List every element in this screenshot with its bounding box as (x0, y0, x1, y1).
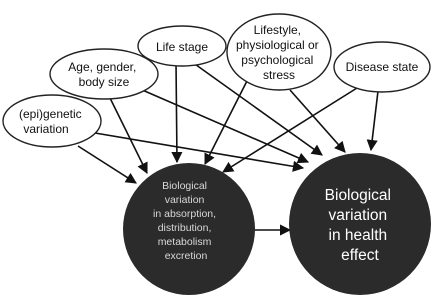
arrow-lifestage-to-biological (176, 62, 177, 162)
outcome-health-effect (289, 153, 431, 295)
factor-age (50, 49, 158, 99)
outcome-biological-line-6: excretion (164, 250, 208, 262)
outcome-health-line-3: in health (328, 227, 388, 244)
arrow-age-to-biological (110, 98, 147, 173)
factor-epigenetic-line-1: (epi)genetic (18, 107, 82, 121)
factor-disease-state (334, 42, 430, 92)
arrow-epigenetic-to-biological (78, 146, 136, 183)
factor-epigenetic (3, 95, 101, 147)
outcome-biological-line-5: metabolism (157, 236, 212, 248)
svg-text:Disease state (346, 60, 419, 74)
outcome-biological-line-4: distribution, (157, 222, 212, 234)
factor-age-line-2: body size (78, 75, 130, 89)
factor-life-stage-line-1: Life stage (155, 40, 209, 54)
arrow-lifestyle-to-health (290, 90, 345, 152)
outcome-health-line-4: effect (341, 247, 379, 264)
outcome-health-line-1: Biological (324, 187, 392, 204)
factor-lifestyle-line-1: Lifestyle, (253, 23, 302, 37)
arrow-epigenetic-to-health (95, 133, 303, 168)
factor-lifestyle-line-2: physiological or (235, 38, 319, 52)
factor-lifestyle-line-4: stress (262, 68, 296, 82)
factor-disease-state-line-1: Disease state (345, 60, 419, 74)
outcome-health-line-2: variation (328, 207, 388, 224)
outcome-biological-variation (123, 163, 255, 295)
factor-age-ellipse (50, 49, 158, 99)
svg-text:Age, gender, body size (68, 60, 139, 89)
factor-lifestyle (227, 14, 331, 90)
factor-lifestyle-line-3: psychological (241, 53, 314, 67)
outcome-biological-line-3: in absorption, (153, 208, 217, 220)
outcome-health-circle (289, 153, 431, 295)
factor-epigenetic-ellipse (3, 95, 101, 147)
outcome-biological-line-2: variation (164, 194, 205, 206)
factor-epigenetic-line-2: variation (23, 122, 69, 136)
factor-life-stage (138, 26, 226, 66)
factor-age-line-1: Age, gender, (68, 60, 137, 74)
arrow-disease-to-health (371, 91, 378, 150)
outcome-biological-line-1: Biological (162, 180, 208, 192)
svg-text:Life stage (156, 40, 208, 54)
